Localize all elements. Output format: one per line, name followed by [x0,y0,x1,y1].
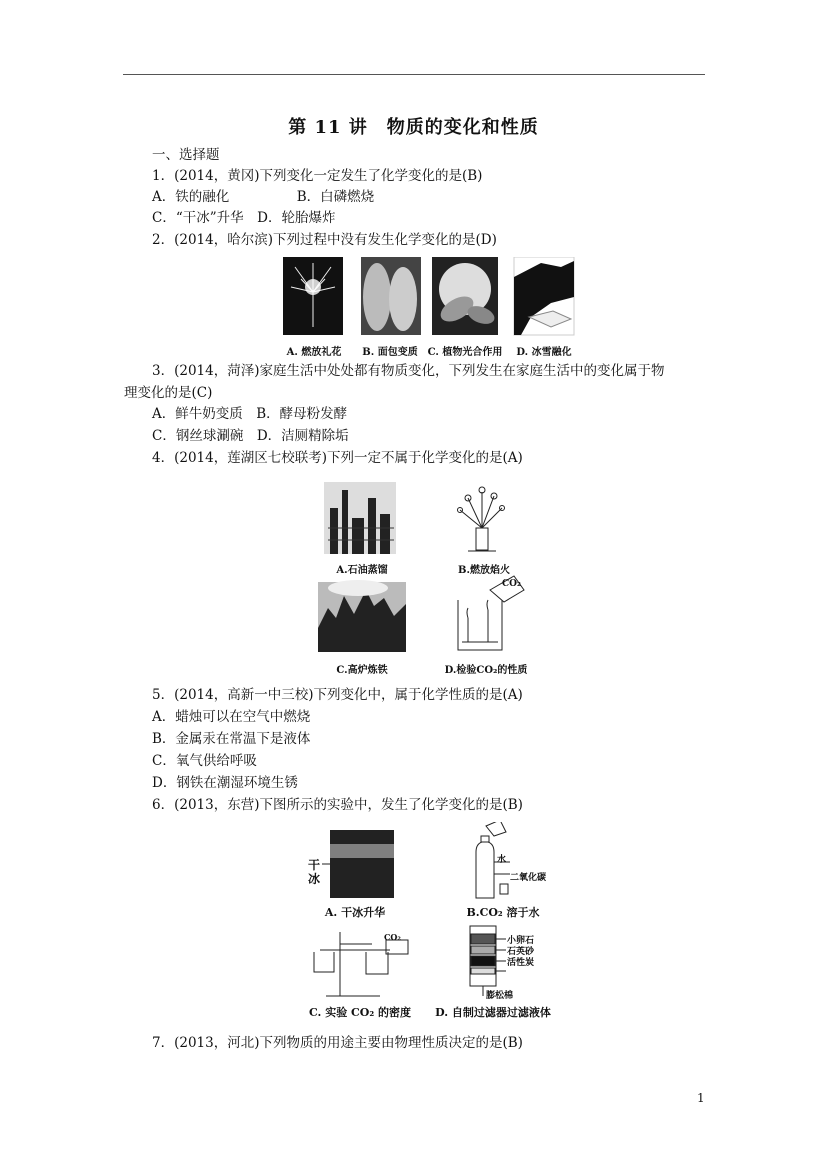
q6-caption-b: B.CO₂ 溶于水 [466,906,540,919]
q6-label-water: 水 [497,855,507,865]
q5-option-b: B．金属汞在常温下是液体 [152,731,311,747]
q6-label-carbon: 活性炭 [507,958,535,968]
q6-label-dry-ice-2: 冰 [308,872,321,886]
q4-caption-a: A.石油蒸馏 [336,565,388,576]
q2-caption-a: A. 燃放礼花 [286,347,342,358]
q6-label-dry-ice-1: 干 [308,858,321,872]
q5-option-a: A．蜡烛可以在空气中燃烧 [152,709,311,725]
q4-stem: 4．(2014，莲湖区七校联考)下列一定不属于化学变化的是(A) [152,450,523,466]
q1-options-ab: A．铁的融化 B．白磷燃烧 [152,189,375,205]
q2-stem: 2．(2014，哈尔滨)下列过程中没有发生化学变化的是(D) [152,232,497,248]
q2-caption-b: B. 面包变质 [362,347,418,358]
q6-label-co2-gas: 二氧化碳 [510,873,547,883]
q6-caption-c: C. 实验 CO₂ 的密度 [308,1006,412,1019]
q4-caption-c: C.高炉炼铁 [336,665,388,676]
q3-stem-line1: 3．(2014，菏泽)家庭生活中处处都有物质变化，下列发生在家庭生活中的变化属于物 [152,363,665,379]
q6-stem: 6．(2013，东营)下图所示的实验中，发生了化学变化的是(B) [152,797,523,813]
section-heading: 一、选择题 [152,147,220,163]
firework-sketch [458,487,505,551]
q3-options-cd: C．钢丝球涮碗 D．洁厕精除垢 [152,428,349,444]
q4-caption-d: D.检验CO₂的性质 [444,665,528,676]
q6-figure [300,822,562,1022]
header-rule [123,74,705,75]
q4-caption-b: B.燃放焰火 [458,565,510,576]
q5-option-c: C．氧气供给呼吸 [152,753,257,769]
q7-stem: 7．(2013，河北)下列物质的用途主要由物理性质决定的是(B) [152,1035,523,1051]
q4-figure [318,478,538,678]
q6-caption-d: D. 自制过滤器过滤液体 [435,1006,551,1019]
q6-label-cotton: 膨松棉 [486,991,514,1001]
q3-stem-line2: 理变化的是(C) [124,385,213,401]
filter-sketch [470,926,506,996]
q2-figure [281,257,577,357]
q4-co2-label: CO₂ [502,579,521,589]
q6-label-quartz: 石英砂 [507,947,535,957]
q5-option-d: D．钢铁在潮湿环境生锈 [152,775,298,791]
q1-options-cd: C．“干冰”升华 D．轮胎爆炸 [152,210,336,226]
page-number: 1 [697,1091,705,1105]
q2-caption-d: D. 冰雪融化 [516,347,572,358]
q6-label-pebble: 小卵石 [507,936,535,946]
q6-caption-a: A. 干冰升华 [324,906,386,919]
q5-stem: 5．(2014，高新一中三校)下列变化中，属于化学性质的是(A) [152,687,523,703]
q3-options-ab: A．鲜牛奶变质 B．酵母粉发酵 [152,406,348,422]
q1-stem: 1．(2014，黄冈)下列变化一定发生了化学变化的是(B) [152,168,483,184]
q6-label-co2: CO₂ [384,932,401,942]
page-title: 第 11 讲 物质的变化和性质 [288,117,539,138]
q2-caption-c: C. 植物光合作用 [427,347,503,358]
